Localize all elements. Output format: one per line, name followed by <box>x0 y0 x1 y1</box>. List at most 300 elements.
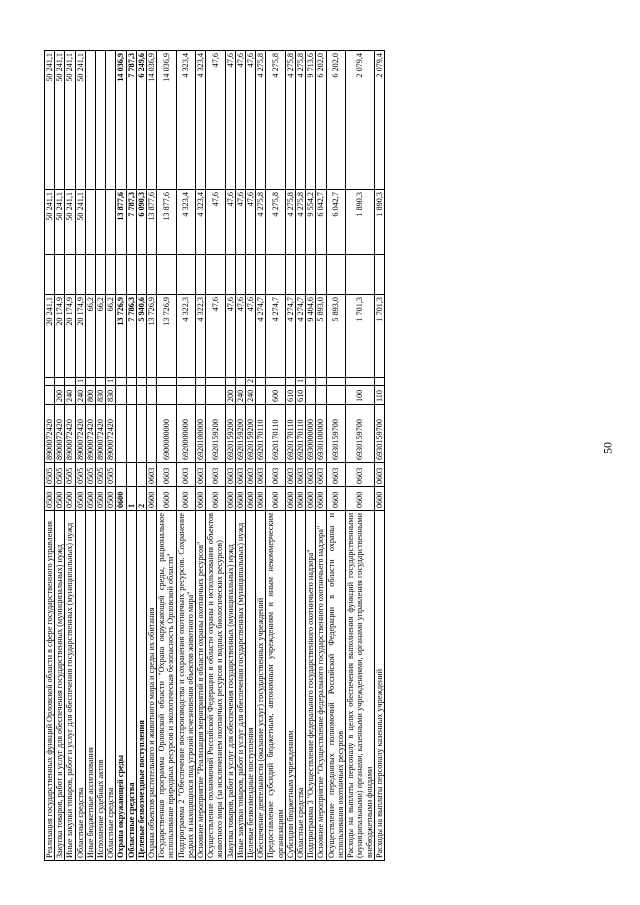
amount-2-cell <box>246 255 256 295</box>
row-name-cell: Иные закупки товаров, работ и услуг для обеспечения государственных (муниципальных) нужд <box>65 511 75 861</box>
target-article-cell: 6920000000 <box>176 405 195 463</box>
amount-3-cell: 50 241,1 <box>45 190 55 255</box>
row-name-cell: Охрана объектов растительного и животного мира и среды их обитания <box>147 511 157 861</box>
table-row <box>306 51 316 861</box>
target-article-cell: 8900072420 <box>65 405 75 463</box>
target-article-cell: 8900072420 <box>55 405 65 463</box>
amount-4-cell: 14 036,9 <box>116 51 126 190</box>
amount-2-cell <box>45 255 55 295</box>
row-name-cell: Закупка товаров, работ и услуг для обеспечения государственных (муниципальных) нужд <box>225 511 235 861</box>
section-code-cell: 0600 <box>225 487 235 511</box>
amount-4-cell: 47,6 <box>206 51 225 190</box>
section-code-cell: 0600 <box>346 487 375 511</box>
expense-type-cell: 240 <box>246 386 256 405</box>
amount-3-cell: 47,6 <box>246 190 256 255</box>
amount-2-cell <box>106 255 116 295</box>
target-article-cell: 8900072420 <box>75 405 85 463</box>
amount-3-cell: 13 877,6 <box>147 190 157 255</box>
target-article-cell: 6930159700 <box>326 405 345 463</box>
amount-2-cell <box>65 255 75 295</box>
table-row <box>316 51 326 861</box>
amount-3-cell: 6 042,7 <box>326 190 345 255</box>
amount-4-cell: 7 787,3 <box>126 51 136 190</box>
amount-4-cell <box>85 51 95 190</box>
row-name-cell: Областные средства <box>296 511 306 861</box>
funding-source-cell <box>85 378 95 386</box>
amount-2-cell <box>196 255 206 295</box>
funding-source-cell <box>96 378 106 386</box>
amount-2-cell <box>374 255 384 295</box>
section-code-cell: 0500 <box>75 487 85 511</box>
section-code-cell: 0600 <box>196 487 206 511</box>
section-code-cell: 0500 <box>106 487 116 511</box>
amount-4-cell: 50 241,1 <box>75 51 85 190</box>
subsection-code-cell: 0505 <box>75 463 85 487</box>
table-row <box>75 51 85 861</box>
expense-type-cell <box>147 386 157 405</box>
subsection-code-cell: 0603 <box>176 463 195 487</box>
target-article-cell: 6920170110 <box>266 405 285 463</box>
target-article-cell: 8900072420 <box>106 405 116 463</box>
amount-4-cell: 47,6 <box>246 51 256 190</box>
table-row <box>285 51 295 861</box>
amount-3-cell: 4 275,8 <box>266 190 285 255</box>
amount-3-cell: 50 241,1 <box>65 190 75 255</box>
amount-4-cell: 6 249,6 <box>136 51 146 190</box>
subsection-code-cell: 0603 <box>266 463 285 487</box>
amount-2-cell <box>136 255 146 295</box>
table-row <box>45 51 55 861</box>
amount-1-cell: 13 726,9 <box>157 295 176 378</box>
subsection-code-cell: 0603 <box>346 463 375 487</box>
funding-source-cell <box>55 378 65 386</box>
amount-1-cell: 1 701,3 <box>346 295 375 378</box>
table-row <box>96 51 106 861</box>
target-article-cell: 6920159200 <box>225 405 235 463</box>
amount-3-cell <box>85 190 95 255</box>
expense-type-cell: 830 <box>96 386 106 405</box>
target-article-cell: 6920170110 <box>285 405 295 463</box>
budget-table <box>44 50 385 861</box>
amount-3-cell <box>106 190 116 255</box>
subsection-code-cell: 0505 <box>96 463 106 487</box>
section-code-cell: 0600 <box>316 487 326 511</box>
amount-2-cell <box>206 255 225 295</box>
section-code-cell: 0600 <box>306 487 316 511</box>
expense-type-cell <box>126 386 136 405</box>
amount-1-cell: 47,6 <box>225 295 235 378</box>
amount-4-cell: 47,6 <box>225 51 235 190</box>
amount-2-cell <box>266 255 285 295</box>
section-code-cell: 0600 <box>266 487 285 511</box>
table-row <box>126 51 136 861</box>
section-code-cell: 0600 <box>326 487 345 511</box>
table-row <box>157 51 176 861</box>
expense-type-cell <box>136 386 146 405</box>
target-article-cell <box>116 405 126 463</box>
funding-source-cell <box>316 378 326 386</box>
expense-type-cell <box>256 386 266 405</box>
subsection-code-cell: 0603 <box>225 463 235 487</box>
amount-3-cell: 4 275,8 <box>296 190 306 255</box>
amount-4-cell: 50 241,1 <box>45 51 55 190</box>
funding-source-cell <box>374 378 384 386</box>
row-name-cell: Исполнение судебных актов <box>96 511 106 861</box>
funding-source-cell <box>256 378 266 386</box>
expense-type-cell: 610 <box>285 386 295 405</box>
section-code-cell: 0600 <box>206 487 225 511</box>
rotated-page-content <box>44 51 385 861</box>
amount-4-cell: 2 079,4 <box>374 51 384 190</box>
funding-source-cell <box>326 378 345 386</box>
table-row <box>256 51 266 861</box>
subsection-code-cell <box>116 463 126 487</box>
funding-source-cell <box>116 378 126 386</box>
expense-type-cell: 800 <box>85 386 95 405</box>
amount-2-cell <box>326 255 345 295</box>
row-name-cell: Областные средства <box>126 511 136 861</box>
amount-4-cell: 14 036,9 <box>147 51 157 190</box>
table-row <box>206 51 225 861</box>
amount-1-cell: 47,6 <box>246 295 256 378</box>
section-code-cell: 0600 <box>374 487 384 511</box>
subsection-code-cell: 0603 <box>157 463 176 487</box>
funding-source-cell: 1 <box>296 378 306 386</box>
expense-type-cell <box>306 386 316 405</box>
subsection-code-cell: 0505 <box>106 463 116 487</box>
amount-2-cell <box>147 255 157 295</box>
amount-4-cell: 4 275,8 <box>296 51 306 190</box>
row-name-cell: Подпрограмма 2 "Обеспечение воспроизводства и сохранения охотничьих ресурсов. Сохранение редких и находящихся под угрозой исчезновения объектов животного мира" <box>176 511 195 861</box>
table-row <box>326 51 345 861</box>
section-code-cell: 0600 <box>157 487 176 511</box>
amount-2-cell <box>296 255 306 295</box>
row-name-cell: Расходы на выплаты персоналу в целях обеспечения выполнения функций государственными (муниципальными) органами, казенными учреждениями, органами управления государственными внебюджетными фондами <box>346 511 375 861</box>
row-name-cell: Субсидии бюджетным учреждениям <box>285 511 295 861</box>
amount-1-cell: 4 322,3 <box>176 295 195 378</box>
amount-1-cell: 47,6 <box>235 295 245 378</box>
amount-4-cell: 4 275,8 <box>285 51 295 190</box>
amount-4-cell: 2 079,4 <box>346 51 375 190</box>
row-name-cell: Государственная программа Орловской области "Охрана окружающей среды, рациональное использование природных ресурсов и экологическая безопасность Орловской области" <box>157 511 176 861</box>
subsection-code-cell <box>126 463 136 487</box>
funding-source-cell <box>45 378 55 386</box>
subsection-code-cell: 0505 <box>45 463 55 487</box>
section-code-cell: 0600 <box>235 487 245 511</box>
amount-1-cell: 66,2 <box>96 295 106 378</box>
amount-3-cell: 13 877,6 <box>116 190 126 255</box>
funding-source-cell: 1 <box>75 378 85 386</box>
amount-2-cell <box>306 255 316 295</box>
amount-3-cell: 4 275,8 <box>256 190 266 255</box>
target-article-cell: 6930159700 <box>374 405 384 463</box>
table-row <box>176 51 195 861</box>
amount-2-cell <box>116 255 126 295</box>
section-code-cell: 0500 <box>45 487 55 511</box>
subsection-code-cell: 0603 <box>296 463 306 487</box>
table-row <box>296 51 306 861</box>
amount-3-cell <box>96 190 106 255</box>
section-code-cell: 2 <box>136 487 146 511</box>
row-name-cell: Предоставление субсидий бюджетным, автономным учреждениям и иным некоммерческим организациям <box>266 511 285 861</box>
funding-source-cell <box>147 378 157 386</box>
row-name-cell: Областные средства <box>75 511 85 861</box>
row-name-cell: Основное мероприятие "Осуществление федерального государственного охотничьего надзора" <box>316 511 326 861</box>
funding-source-cell <box>306 378 316 386</box>
table-row <box>246 51 256 861</box>
amount-1-cell: 4 274,7 <box>256 295 266 378</box>
amount-2-cell <box>235 255 245 295</box>
target-article-cell: 8900072420 <box>96 405 106 463</box>
target-article-cell: 8900072420 <box>45 405 55 463</box>
target-article-cell: 6930159700 <box>346 405 375 463</box>
expense-type-cell: 240 <box>65 386 75 405</box>
expense-type-cell: 110 <box>374 386 384 405</box>
subsection-code-cell: 0603 <box>147 463 157 487</box>
funding-source-cell <box>206 378 225 386</box>
amount-3-cell: 6 042,7 <box>316 190 326 255</box>
funding-source-cell <box>266 378 285 386</box>
row-name-cell: Расходы на выплаты персоналу казенных учреждений <box>374 511 384 861</box>
amount-4-cell: 9 713,6 <box>306 51 316 190</box>
row-name-cell: Основное мероприятие "Реализация мероприятий в области охраны охотничьих ресурсов" <box>196 511 206 861</box>
amount-4-cell: 4 275,8 <box>256 51 266 190</box>
funding-source-cell <box>65 378 75 386</box>
subsection-code-cell: 0505 <box>65 463 75 487</box>
target-article-cell: 6930000000 <box>306 405 316 463</box>
amount-1-cell: 1 701,3 <box>374 295 384 378</box>
row-name-cell: Обеспечение деятельности (оказание услуг) государственных учреждений <box>256 511 266 861</box>
amount-2-cell <box>346 255 375 295</box>
amount-1-cell: 13 726,9 <box>147 295 157 378</box>
funding-source-cell <box>126 378 136 386</box>
expense-type-cell: 200 <box>225 386 235 405</box>
table-row <box>374 51 384 861</box>
table-row <box>225 51 235 861</box>
target-article-cell: 6920159200 <box>206 405 225 463</box>
amount-1-cell: 20 174,9 <box>75 295 85 378</box>
amount-3-cell: 1 890,3 <box>346 190 375 255</box>
amount-1-cell: 13 726,9 <box>116 295 126 378</box>
row-name-cell: Областные средства <box>106 511 116 861</box>
amount-3-cell: 6 090,3 <box>136 190 146 255</box>
section-code-cell: 0600 <box>296 487 306 511</box>
expense-type-cell <box>316 386 326 405</box>
section-code-cell: 0600 <box>285 487 295 511</box>
amount-2-cell <box>285 255 295 295</box>
amount-4-cell: 50 241,1 <box>55 51 65 190</box>
expense-type-cell <box>176 386 195 405</box>
section-code-cell: 0600 <box>256 487 266 511</box>
amount-2-cell <box>96 255 106 295</box>
target-article-cell: 6920159200 <box>246 405 256 463</box>
expense-type-cell: 610 <box>296 386 306 405</box>
section-code-cell: 0600 <box>116 487 126 511</box>
table-row <box>85 51 95 861</box>
target-article-cell <box>147 405 157 463</box>
amount-1-cell: 20 174,9 <box>65 295 75 378</box>
target-article-cell: 6920100000 <box>196 405 206 463</box>
row-name-cell: Иные бюджетные ассигнования <box>85 511 95 861</box>
amount-2-cell <box>157 255 176 295</box>
expense-type-cell <box>116 386 126 405</box>
row-name-cell: Целевые безвозмездные поступления <box>246 511 256 861</box>
target-article-cell <box>136 405 146 463</box>
subsection-code-cell: 0603 <box>196 463 206 487</box>
amount-4-cell: 4 323,4 <box>176 51 195 190</box>
amount-3-cell: 4 323,4 <box>196 190 206 255</box>
subsection-code-cell: 0505 <box>55 463 65 487</box>
subsection-code-cell: 0603 <box>285 463 295 487</box>
subsection-code-cell: 0603 <box>306 463 316 487</box>
amount-2-cell <box>225 255 235 295</box>
amount-3-cell: 4 323,4 <box>176 190 195 255</box>
subsection-code-cell: 0603 <box>206 463 225 487</box>
table-row <box>147 51 157 861</box>
expense-type-cell <box>157 386 176 405</box>
target-article-cell: 6930100000 <box>316 405 326 463</box>
amount-1-cell: 4 274,7 <box>296 295 306 378</box>
row-name-cell: Подпрограмма 3 "Осуществление федерального государственного охотничьего надзора" <box>306 511 316 861</box>
section-code-cell: 1 <box>126 487 136 511</box>
amount-4-cell: 47,6 <box>235 51 245 190</box>
row-name-cell: Закупка товаров, работ и услуг для обеспечения государственных (муниципальных) нужд <box>55 511 65 861</box>
funding-source-cell: 2 <box>246 378 256 386</box>
row-name-cell: Охрана окружающей среды <box>116 511 126 861</box>
expense-type-cell: 600 <box>266 386 285 405</box>
section-code-cell: 0600 <box>246 487 256 511</box>
subsection-code-cell: 0603 <box>326 463 345 487</box>
section-code-cell: 0600 <box>147 487 157 511</box>
subsection-code-cell <box>136 463 146 487</box>
target-article-cell: 8900072420 <box>85 405 95 463</box>
page-number: 50 <box>600 442 615 454</box>
funding-source-cell <box>157 378 176 386</box>
amount-1-cell: 20 174,9 <box>55 295 65 378</box>
amount-3-cell: 47,6 <box>235 190 245 255</box>
section-code-cell: 0500 <box>55 487 65 511</box>
expense-type-cell: 240 <box>235 386 245 405</box>
amount-2-cell <box>55 255 65 295</box>
amount-3-cell: 1 890,3 <box>374 190 384 255</box>
expense-type-cell <box>196 386 206 405</box>
amount-2-cell <box>256 255 266 295</box>
amount-1-cell: 66,2 <box>85 295 95 378</box>
funding-source-cell <box>346 378 375 386</box>
amount-1-cell: 4 274,7 <box>266 295 285 378</box>
subsection-code-cell: 0603 <box>374 463 384 487</box>
table-row <box>346 51 375 861</box>
amount-2-cell <box>316 255 326 295</box>
expense-type-cell <box>326 386 345 405</box>
section-code-cell: 0500 <box>85 487 95 511</box>
amount-3-cell: 9 554,2 <box>306 190 316 255</box>
amount-1-cell: 5 893,0 <box>326 295 345 378</box>
funding-source-cell <box>196 378 206 386</box>
funding-source-cell <box>235 378 245 386</box>
target-article-cell: 6920159200 <box>235 405 245 463</box>
expense-type-cell <box>45 386 55 405</box>
funding-source-cell: 1 <box>106 378 116 386</box>
amount-2-cell <box>75 255 85 295</box>
amount-1-cell: 4 322,3 <box>196 295 206 378</box>
funding-source-cell <box>225 378 235 386</box>
amount-2-cell <box>176 255 195 295</box>
table-row <box>55 51 65 861</box>
amount-3-cell: 47,6 <box>225 190 235 255</box>
amount-3-cell: 13 877,6 <box>157 190 176 255</box>
expense-type-cell <box>206 386 225 405</box>
expense-type-cell: 830 <box>106 386 116 405</box>
subsection-code-cell: 0603 <box>316 463 326 487</box>
funding-source-cell <box>176 378 195 386</box>
amount-4-cell: 4 323,4 <box>196 51 206 190</box>
subsection-code-cell: 0603 <box>256 463 266 487</box>
target-article-cell: 6900000000 <box>157 405 176 463</box>
section-code-cell: 0500 <box>96 487 106 511</box>
table-body <box>45 51 385 861</box>
amount-3-cell: 4 275,8 <box>285 190 295 255</box>
amount-4-cell: 6 202,0 <box>326 51 345 190</box>
row-name-cell: Целевые безвозмездные поступления <box>136 511 146 861</box>
amount-4-cell: 50 241,1 <box>65 51 75 190</box>
amount-4-cell: 14 036,9 <box>157 51 176 190</box>
table-row <box>116 51 126 861</box>
table-row <box>196 51 206 861</box>
subsection-code-cell: 0505 <box>85 463 95 487</box>
amount-3-cell: 47,6 <box>206 190 225 255</box>
row-name-cell: Иные закупки товаров, работ и услуг для обеспечения государственных (муниципальных) нужд <box>235 511 245 861</box>
amount-4-cell: 4 275,8 <box>266 51 285 190</box>
table-row <box>65 51 75 861</box>
row-name-cell: Осуществление полномочий Российской Федерации в области охраны и использования объектов животного мира (за исключением охотничьих ресурсов и водных биологических ресурсов) <box>206 511 225 861</box>
amount-1-cell: 5 940,6 <box>136 295 146 378</box>
target-article-cell: 6920170110 <box>256 405 266 463</box>
target-article-cell <box>126 405 136 463</box>
amount-2-cell <box>126 255 136 295</box>
amount-3-cell: 50 241,1 <box>75 190 85 255</box>
amount-1-cell: 47,6 <box>206 295 225 378</box>
table-row <box>266 51 285 861</box>
amount-1-cell: 66,2 <box>106 295 116 378</box>
table-row <box>235 51 245 861</box>
amount-1-cell: 9 404,6 <box>306 295 316 378</box>
amount-1-cell: 20 241,1 <box>45 295 55 378</box>
amount-1-cell: 5 893,0 <box>316 295 326 378</box>
amount-4-cell <box>96 51 106 190</box>
expense-type-cell: 240 <box>75 386 85 405</box>
amount-2-cell <box>85 255 95 295</box>
subsection-code-cell: 0603 <box>246 463 256 487</box>
target-article-cell: 6920170110 <box>296 405 306 463</box>
expense-type-cell: 200 <box>55 386 65 405</box>
amount-4-cell: 6 202,0 <box>316 51 326 190</box>
amount-1-cell: 7 786,3 <box>126 295 136 378</box>
amount-1-cell: 4 274,7 <box>285 295 295 378</box>
section-code-cell: 0600 <box>176 487 195 511</box>
funding-source-cell <box>285 378 295 386</box>
amount-4-cell <box>106 51 116 190</box>
table-row <box>106 51 116 861</box>
row-name-cell: Реализация государственных функций Орловской области в сфере государственного управления <box>45 511 55 861</box>
funding-source-cell <box>136 378 146 386</box>
amount-3-cell: 50 241,1 <box>55 190 65 255</box>
amount-3-cell: 7 787,3 <box>126 190 136 255</box>
table-row <box>136 51 146 861</box>
row-name-cell: Осуществление переданных полномочий Российской Федерации в области охраны и использования охотничьих ресурсов <box>326 511 345 861</box>
section-code-cell: 0500 <box>65 487 75 511</box>
expense-type-cell: 100 <box>346 386 375 405</box>
